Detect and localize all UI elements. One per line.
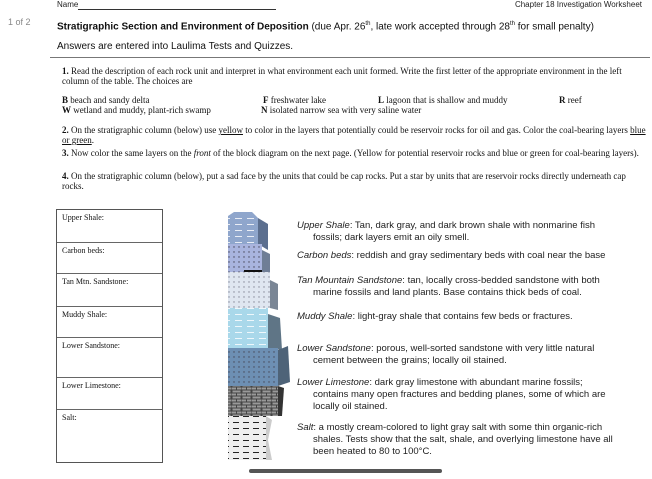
- description-upper-shale: [297, 220, 647, 244]
- description-text: been heated to 80 to 100°C.: [313, 446, 432, 457]
- description-text: : Tan, dark gray, and dark brown shale with nonmarine fish: [349, 220, 596, 231]
- choice-text: reef: [565, 95, 582, 105]
- answer-cell-tan-sandstone[interactable]: Tan Mtn. Sandstone:: [57, 274, 162, 307]
- question-4: [62, 171, 647, 191]
- description-text: marine fossils and land plants. Base contains thick beds of coal.: [313, 287, 582, 298]
- question-text: to color in the layers that potentially could be reservoir rocks for oil and gas. Color the coal-bearing layers: [242, 125, 631, 135]
- choice-letter: R: [559, 95, 566, 105]
- question-number: 3.: [62, 148, 69, 158]
- description-text: : reddish and gray sedimentary beds with coal near the base: [351, 250, 606, 261]
- choice-text: lagoon that is shallow and muddy: [384, 95, 508, 105]
- question-text: Now color the same layers on the: [68, 148, 194, 158]
- description-lower-sandstone: [297, 343, 647, 367]
- description-text: : tan, locally cross-bedded sandstone with both: [402, 275, 600, 286]
- stratigraphic-column-graphic: [222, 210, 292, 467]
- divider: [50, 57, 650, 58]
- choice-l: [378, 95, 508, 105]
- title-bold: Stratigraphic Section and Environment of Deposition: [57, 21, 309, 33]
- choice-letter: F: [263, 95, 269, 105]
- unit-name: Upper Shale: [297, 220, 350, 231]
- question-number: 2.: [62, 125, 69, 135]
- choice-w: [62, 105, 211, 115]
- italic-text: front: [193, 148, 211, 158]
- choice-letter: L: [378, 95, 385, 105]
- description-tan-sandstone: [297, 275, 647, 299]
- underlined-text: blue or green: [62, 125, 646, 145]
- question-text: On the stratigraphic column (below), put a sad face by the units that could be cap rocks. Put a star by units that are reservoir rocks directly underneath cap rocks.: [62, 171, 626, 191]
- description-text: cement between the grains; locally oil stained.: [313, 355, 507, 366]
- answer-cell-lower-limestone[interactable]: Lower Limestone:: [57, 378, 162, 410]
- title-text: (due Apr. 26: [308, 21, 366, 33]
- question-text: Read the description of each rock unit and interpret in what environment each unit formed. Write the first letter of the appropriate environment in the left column of the table. The choices are: [62, 66, 622, 86]
- description-muddy-shale: [297, 311, 647, 323]
- description-text: fossils; dark layers emit an oily smell.: [313, 232, 470, 243]
- unit-name: Lower Sandstone: [297, 343, 371, 354]
- description-carbon-beds: [297, 250, 647, 262]
- description-text: : a mostly cream-colored to light gray salt with some thin organic-rich: [313, 422, 603, 433]
- question-number: 1.: [62, 66, 69, 76]
- choice-text: wetland and muddy, plant-rich swamp: [71, 105, 211, 115]
- stratigraphic-column: [222, 210, 292, 467]
- choice-r: [559, 95, 582, 105]
- question-text: of the block diagram on the next page. (Yellow for potential reservoir rocks and blue or green for coal-bearing layers).: [210, 148, 639, 158]
- underlined-text: yellow: [218, 125, 243, 135]
- question-text: .: [91, 135, 94, 145]
- unit-name: Salt: [297, 422, 314, 433]
- choice-text: beach and sandy delta: [68, 95, 150, 105]
- choice-b: [62, 95, 149, 105]
- description-text: contains many open fractures and bedding planes, some of which are: [313, 389, 606, 400]
- chapter-header: Chapter 18 Investigation Worksheet: [514, 0, 642, 9]
- choice-text: isolated narrow sea with very saline water: [267, 105, 422, 115]
- description-text: : light-gray shale that contains few beds or fractures.: [352, 311, 573, 322]
- description-text: locally oil stained.: [313, 401, 388, 412]
- question-text: On the stratigraphic column (below) use: [68, 125, 219, 135]
- question-1: [62, 66, 647, 86]
- answer-cell-carbon-beds[interactable]: Carbon beds:: [57, 243, 162, 274]
- choice-letter: B: [62, 95, 69, 105]
- unit-name: Tan Mountain Sandstone: [297, 275, 403, 286]
- name-field-line[interactable]: [78, 9, 276, 10]
- answer-cell-lower-sandstone[interactable]: Lower Sandstone:: [57, 338, 162, 378]
- unit-name: Muddy Shale: [297, 311, 353, 322]
- unit-name: Carbon beds: [297, 250, 352, 261]
- description-text: shales. Tests show that the salt, shale, and overlying limestone have all: [313, 434, 613, 445]
- choice-f: [263, 95, 326, 105]
- question-number: 4.: [62, 171, 69, 181]
- title-text: , late work accepted through 28: [370, 21, 510, 33]
- horizontal-scrollbar[interactable]: [249, 469, 442, 473]
- unit-name: Lower Limestone: [297, 377, 370, 388]
- description-text: : porous, well-sorted sandstone with very little natural: [370, 343, 595, 354]
- environment-choices: [62, 95, 647, 117]
- description-text: : dark gray limestone with abundant marine fossils;: [369, 377, 583, 388]
- choice-n: [261, 105, 421, 115]
- description-lower-limestone: [297, 377, 647, 413]
- answer-cell-upper-shale[interactable]: Upper Shale:: [57, 210, 162, 243]
- answer-cell-muddy-shale[interactable]: Muddy Shale:: [57, 307, 162, 338]
- choice-letter: W: [62, 105, 71, 115]
- name-label: Name: [57, 0, 79, 9]
- description-salt: [297, 422, 647, 458]
- title-sup: th: [365, 21, 371, 27]
- question-2: [62, 125, 647, 145]
- answer-table: [56, 209, 163, 463]
- choice-text: freshwater lake: [268, 95, 326, 105]
- answer-cell-salt[interactable]: Salt:: [62, 413, 77, 422]
- worksheet-title: [57, 21, 594, 32]
- question-3: [62, 148, 647, 158]
- subtitle: Answers are entered into Laulima Tests and Quizzes.: [57, 41, 294, 52]
- page-indicator: 1 of 2: [8, 17, 31, 27]
- title-text: for small penalty): [514, 21, 594, 33]
- choice-letter: N: [261, 105, 268, 115]
- title-sup: th: [509, 21, 515, 27]
